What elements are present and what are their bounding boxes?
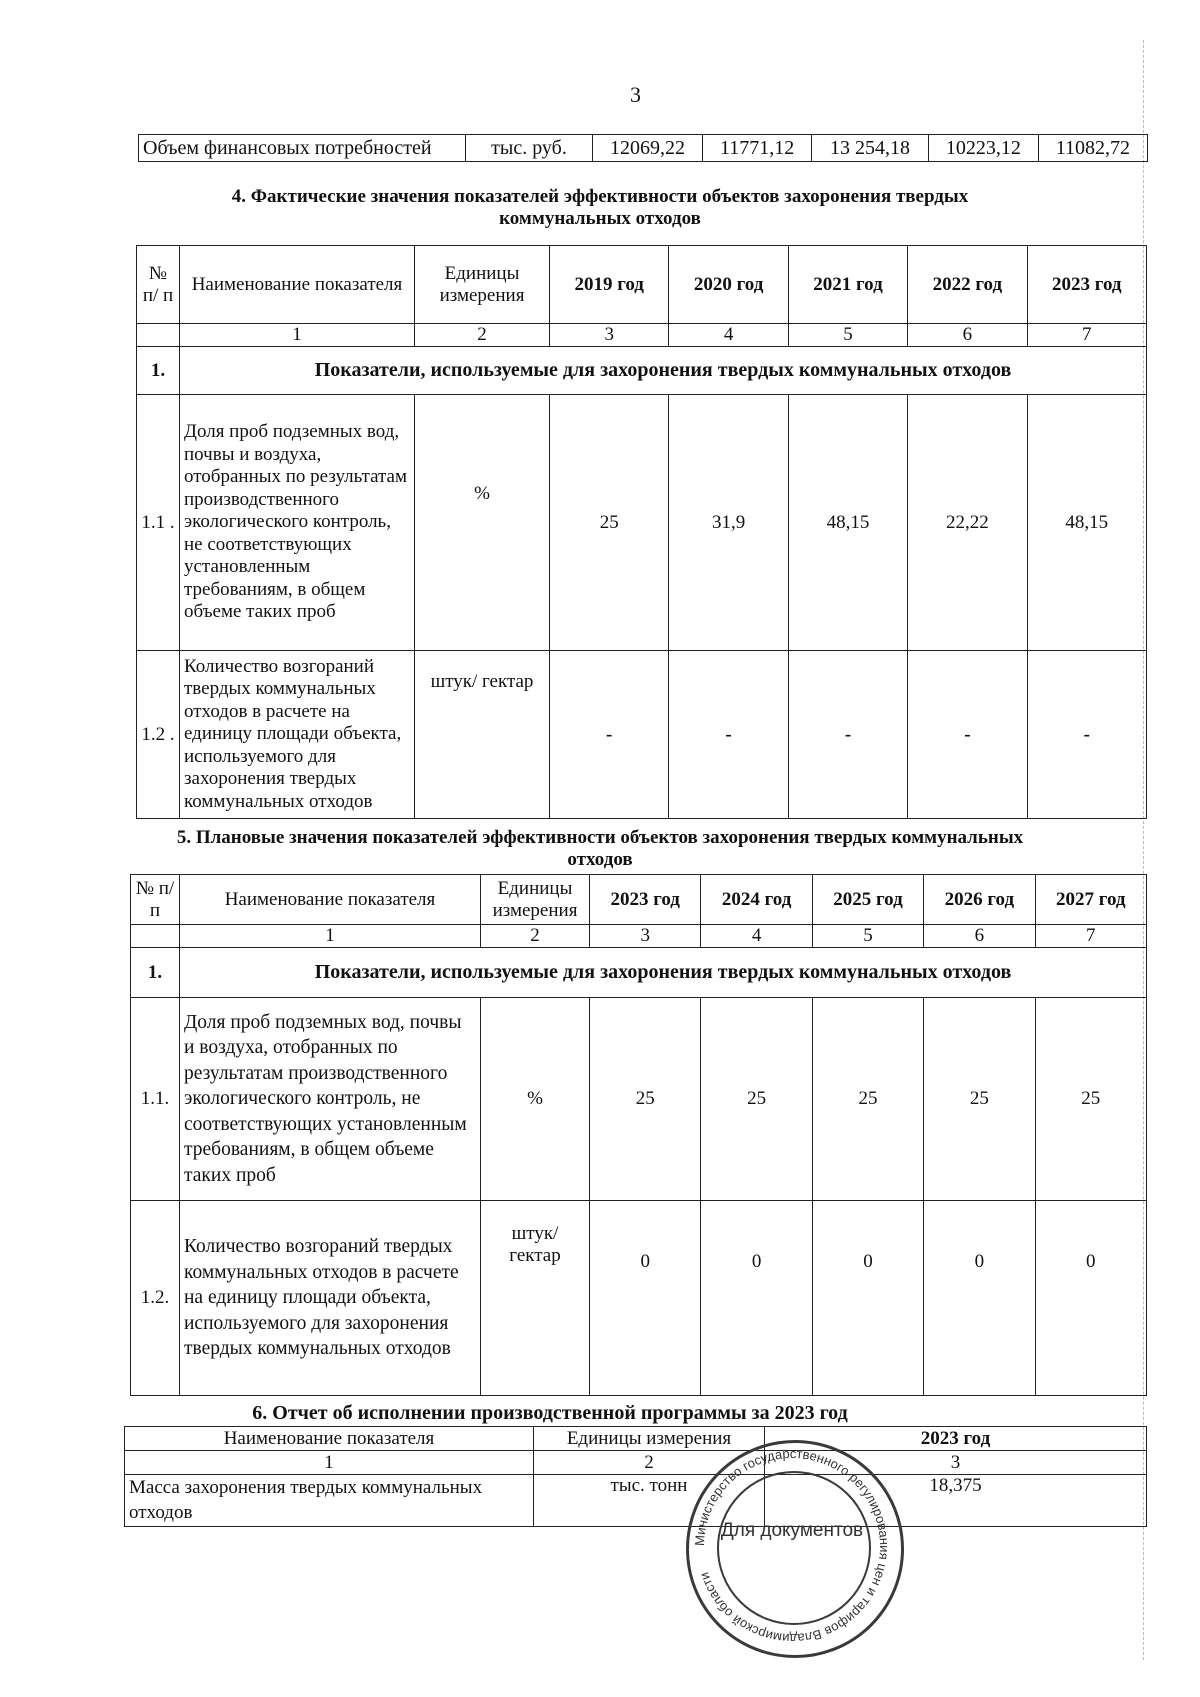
year-header: 2022 год — [908, 246, 1027, 324]
indicator-value: 48,15 — [1027, 395, 1146, 651]
col-number-empty — [137, 324, 180, 347]
col-number: 5 — [812, 925, 923, 948]
table-row — [131, 998, 1147, 1201]
col-number: 7 — [1035, 925, 1146, 948]
col-number: 3 — [550, 324, 669, 347]
section4-title-line1: 4. Фактические значения показателей эффективности объектов захоронения твердых — [231, 186, 969, 207]
col-number: 6 — [924, 925, 1035, 948]
year-header: 2019 год — [550, 246, 669, 324]
year-header: 2020 год — [669, 246, 788, 324]
unit-header: Единицы измерения — [481, 875, 590, 925]
year-header: 2025 год — [812, 875, 923, 925]
col-number: 7 — [1027, 324, 1146, 347]
finance-value: 10223,12 — [928, 135, 1038, 162]
section6-title: 6. Отчет об исполнении производственной программы за 2023 год — [252, 1402, 848, 1424]
column-numbers-row — [125, 1451, 1147, 1475]
col-number: 2 — [481, 925, 590, 948]
indicator-value: 0 — [924, 1201, 1035, 1396]
indicator-value: - — [669, 651, 788, 819]
group-number: 1. — [131, 948, 180, 998]
indicator-unit: % — [415, 395, 550, 651]
finance-table — [138, 134, 1148, 162]
col-number: 3 — [765, 1451, 1147, 1475]
indicator-value: 48,15 — [788, 395, 907, 651]
col-number: 4 — [669, 324, 788, 347]
section5-table — [130, 874, 1147, 1396]
finance-value: 11082,72 — [1038, 135, 1147, 162]
table-row — [139, 135, 1148, 162]
indicator-value: 25 — [590, 998, 701, 1201]
section4-title-line2: коммунальных отходов — [499, 208, 701, 229]
finance-label: Объем финансовых потребностей — [139, 135, 466, 162]
col-number: 5 — [788, 324, 907, 347]
indicator-value: - — [1027, 651, 1146, 819]
indicator-value: 22,22 — [908, 395, 1027, 651]
column-numbers-row — [137, 324, 1147, 347]
name-header: Наименование показателя — [180, 875, 481, 925]
col-number: 2 — [534, 1451, 765, 1475]
table-row — [137, 651, 1147, 819]
col-number: 1 — [180, 925, 481, 948]
row-number: 1.1 . — [137, 395, 180, 651]
report-indicator-unit: тыс. тонн — [534, 1475, 765, 1527]
year-header: 2026 год — [924, 875, 1035, 925]
indicator-name: Количество возгораний твердых коммунальных отходов в расчете на единицу площади объекта, используемого для захоронения твердых коммунальных отходов — [180, 1201, 481, 1396]
indicator-value: - — [908, 651, 1027, 819]
year-header: 2027 год — [1035, 875, 1146, 925]
group-title: Показатели, используемые для захоронения твердых коммунальных отходов — [180, 948, 1147, 998]
indicator-unit: штук/ гектар — [415, 651, 550, 819]
table-row — [125, 1475, 1147, 1527]
group-row — [137, 347, 1147, 395]
indicator-value: 0 — [812, 1201, 923, 1396]
row-number: 1.2. — [131, 1201, 180, 1396]
section5-title-line1: 5. Плановые значения показателей эффективности объектов захоронения твердых коммунальных — [176, 827, 1024, 848]
finance-value: 13 254,18 — [812, 135, 929, 162]
col-number: 4 — [701, 925, 812, 948]
col-number-empty — [131, 925, 180, 948]
year-header: 2023 год — [590, 875, 701, 925]
stamp-ring-label: Министерство государственного регулирования цен и тарифов Владимирской области — [691, 1445, 893, 1647]
indicator-value: 25 — [924, 998, 1035, 1201]
section5-title — [0, 827, 1200, 871]
indicator-value: 25 — [550, 395, 669, 651]
table-row — [137, 395, 1147, 651]
section4-table — [136, 245, 1147, 819]
section6-table — [124, 1426, 1147, 1527]
indicator-unit: штук/ гектар — [481, 1201, 590, 1396]
name-header: Наименование показателя — [125, 1427, 534, 1451]
group-number: 1. — [137, 347, 180, 395]
indicator-value: 25 — [701, 998, 812, 1201]
report-indicator-name: Масса захоронения твердых коммунальных отходов — [125, 1475, 534, 1527]
indicator-name: Количество возгораний твердых коммунальных отходов в расчете на единицу площади объекта, используемого для захоронения твердых коммунальных отходов — [180, 651, 415, 819]
row-number: 1.2 . — [137, 651, 180, 819]
indicator-value: 0 — [701, 1201, 812, 1396]
col-number: 1 — [180, 324, 415, 347]
col-number: 3 — [590, 925, 701, 948]
group-row — [131, 948, 1147, 998]
col-number: 1 — [125, 1451, 534, 1475]
row-number: 1.1. — [131, 998, 180, 1201]
section5-title-line2: отходов — [567, 849, 633, 870]
group-title: Показатели, используемые для захоронения твердых коммунальных отходов — [180, 347, 1147, 395]
year-header: 2021 год — [788, 246, 907, 324]
header-row — [125, 1427, 1147, 1451]
indicator-value: 25 — [1035, 998, 1146, 1201]
indicator-value: 31,9 — [669, 395, 788, 651]
indicator-name: Доля проб подземных вод, почвы и воздуха, отобранных по результатам производственного экологического контроль, не соответствующих установленным требованиям, в общем объеме таких проб — [180, 395, 415, 651]
table-row — [131, 1201, 1147, 1396]
unit-header: Единицы измерения — [534, 1427, 765, 1451]
column-numbers-row — [131, 925, 1147, 948]
page-number: 3 — [630, 82, 641, 107]
name-header: Наименование показателя — [180, 246, 415, 324]
unit-header: Единицы измерения — [415, 246, 550, 324]
indicator-name: Доля проб подземных вод, почвы и воздуха, отобранных по результатам производственного экологического контроль, не соответствующих установленным требованиям, в общем объеме таких проб — [180, 998, 481, 1201]
header-row — [131, 875, 1147, 925]
section4-title — [0, 186, 1200, 230]
indicator-unit: % — [481, 998, 590, 1201]
finance-unit: тыс. руб. — [466, 135, 593, 162]
report-indicator-value: 18,375 — [765, 1475, 1147, 1527]
svg-text:Министерство государственного — [692, 1446, 892, 1646]
col-number: 2 — [415, 324, 550, 347]
col-number: 6 — [908, 324, 1027, 347]
stamp-center-text: Для документов — [720, 1520, 864, 1541]
indicator-value: - — [550, 651, 669, 819]
header-row — [137, 246, 1147, 324]
num-header: № п/ п — [137, 246, 180, 324]
indicator-value: 25 — [812, 998, 923, 1201]
finance-value: 12069,22 — [593, 135, 703, 162]
indicator-value: 0 — [590, 1201, 701, 1396]
finance-value: 11771,12 — [703, 135, 812, 162]
stamp-ring-text — [686, 1440, 898, 1652]
indicator-value: 0 — [1035, 1201, 1146, 1396]
indicator-value: - — [788, 651, 907, 819]
num-header: № п/п — [131, 875, 180, 925]
year-header: 2023 год — [765, 1427, 1147, 1451]
year-header: 2024 год — [701, 875, 812, 925]
year-header: 2023 год — [1027, 246, 1146, 324]
